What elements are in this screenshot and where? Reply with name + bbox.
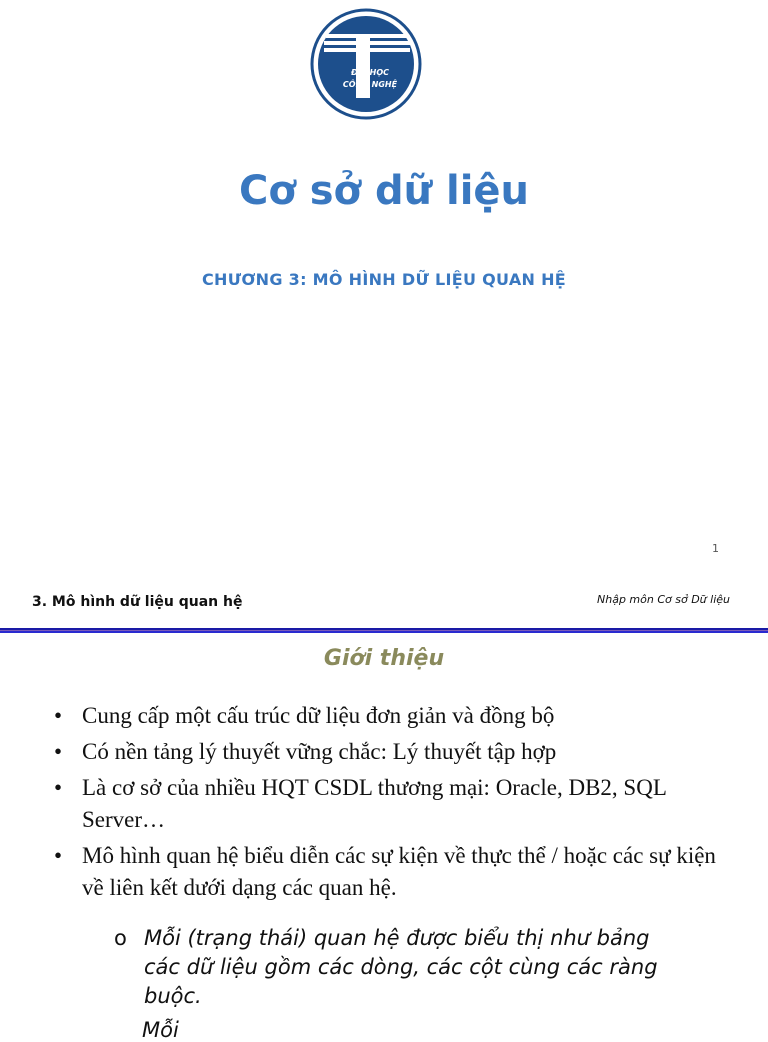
- sub-bullet-text: Mỗi (trạng thái) quan hệ được biểu thị như bảng các dữ liệu gồm các dòng, các cột cùng các ràng buộc.: [144, 926, 658, 1008]
- section-title: Giới thiệu: [323, 646, 445, 671]
- content-slide: [0, 580, 768, 1042]
- logo-line2: CÔNG NGHỆ: [342, 80, 398, 89]
- list-item: • Cung cấp một cấu trúc dữ liệu đơn giản và đồng bộ: [54, 703, 555, 728]
- list-item: • Mô hình quan hệ biểu diễn các sự kiện về thực thể / hoặc các sự kiện về liên kết dưới dạng các quan hệ.: [54, 843, 716, 900]
- list-item: • Có nền tảng lý thuyết vững chắc: Lý thuyết tập hợp: [54, 739, 557, 764]
- chapter-header: 3. Mô hình dữ liệu quan hệ: [32, 594, 243, 610]
- sub-bullet: [116, 924, 676, 1011]
- header-rule: [0, 628, 768, 633]
- university-logo-icon: [310, 8, 422, 120]
- course-header: Nhập môn Cơ sở Dữ liệu: [597, 593, 730, 606]
- slide-title: Cơ sở dữ liệu: [238, 168, 530, 214]
- page-number: 1: [712, 542, 719, 555]
- bullet-list: [48, 700, 738, 908]
- cut-off-text: Mỗi: [142, 1018, 179, 1042]
- list-item: • Là cơ sở của nhiều HQT CSDL thương mại: Oracle, DB2, SQL Server…: [54, 775, 667, 832]
- slide-subtitle: CHƯƠNG 3: MÔ HÌNH DỮ LIỆU QUAN HỆ: [202, 270, 566, 289]
- logo-line1: ĐẠI HỌC: [350, 68, 390, 77]
- sub-bullet-marker: o: [114, 926, 127, 950]
